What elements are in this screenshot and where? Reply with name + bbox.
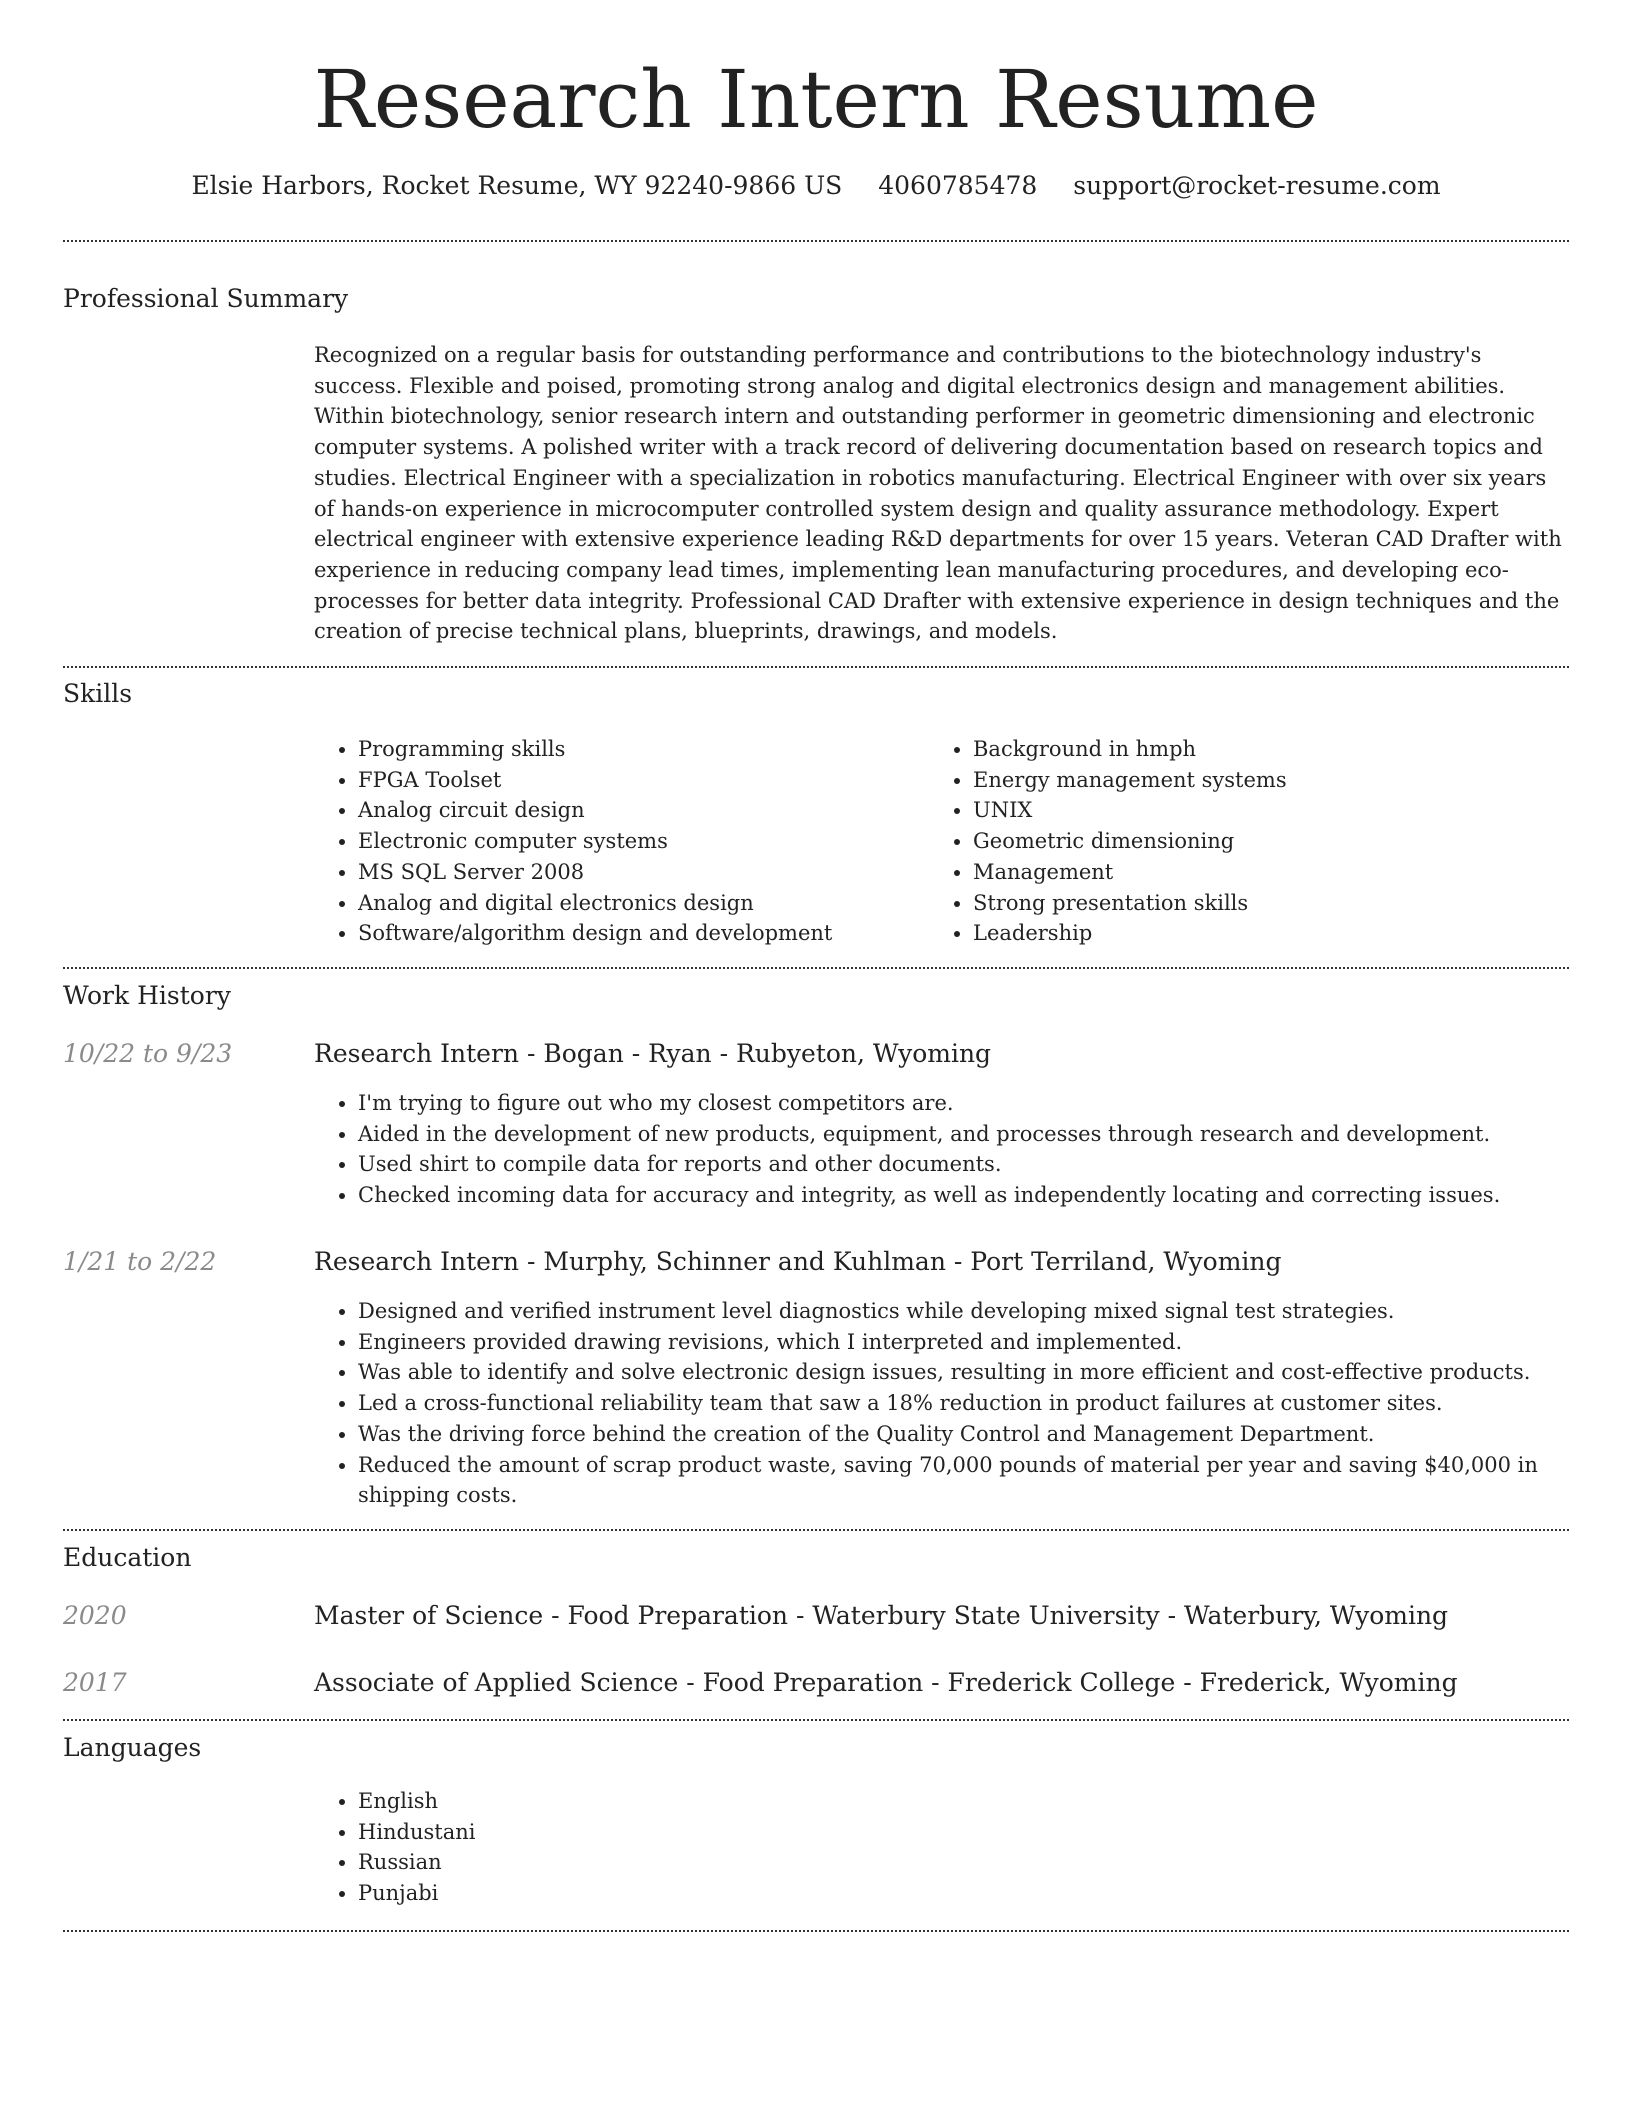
skill-item: • MS SQL Server 2008 bbox=[358, 857, 914, 888]
section-heading-work: Work History bbox=[63, 981, 231, 1010]
section-heading-skills: Skills bbox=[63, 679, 133, 708]
language-item: • Hindustani bbox=[358, 1817, 1569, 1848]
job-bullet: • Checked incoming data for accuracy and integrity, as well as independently locating and correcting issues. bbox=[358, 1180, 1569, 1211]
skill-item: • Management bbox=[973, 857, 1549, 888]
job-bullet: • Used shirt to compile data for reports and other documents. bbox=[358, 1149, 1569, 1180]
contact-address: Elsie Harbors, Rocket Resume, WY 92240-9866 US bbox=[191, 171, 843, 200]
job-bullet: • Was able to identify and solve electronic design issues, resulting in more efficient and cost-effective products. bbox=[358, 1357, 1569, 1388]
skill-item: • UNIX bbox=[973, 795, 1549, 826]
skill-item: • Background in hmph bbox=[973, 734, 1549, 765]
job-title: Research Intern - Murphy, Schinner and Kuhlman - Port Terriland, Wyoming bbox=[314, 1247, 1282, 1276]
skills-list-right bbox=[929, 734, 1549, 949]
section-heading-languages: Languages bbox=[63, 1733, 202, 1762]
job-bullet: • Designed and verified instrument level diagnostics while developing mixed signal test strategies. bbox=[358, 1296, 1569, 1327]
job-bullet: • Aided in the development of new products, equipment, and processes through research and development. bbox=[358, 1119, 1569, 1150]
education-year: 2020 bbox=[63, 1601, 127, 1630]
education-year: 2017 bbox=[63, 1668, 127, 1697]
divider bbox=[63, 1529, 1569, 1531]
languages-list bbox=[314, 1786, 1569, 1909]
job-bullets bbox=[314, 1296, 1569, 1511]
skills-column-right bbox=[929, 734, 1549, 949]
divider bbox=[63, 1930, 1569, 1932]
skill-item: • Analog circuit design bbox=[358, 795, 914, 826]
language-item: • Russian bbox=[358, 1847, 1569, 1878]
skill-item: • Energy management systems bbox=[973, 765, 1549, 796]
education-degree: Associate of Applied Science - Food Preparation - Frederick College - Frederick, Wyoming bbox=[314, 1668, 1458, 1697]
job-bullet: • Reduced the amount of scrap product waste, saving 70,000 pounds of material per year and saving $40,000 in shipping costs. bbox=[358, 1450, 1569, 1511]
skill-item: • Analog and digital electronics design bbox=[358, 888, 914, 919]
job-dates: 10/22 to 9/23 bbox=[63, 1039, 233, 1068]
divider bbox=[63, 666, 1569, 668]
skill-item: • Geometric dimensioning bbox=[973, 826, 1549, 857]
job-title: Research Intern - Bogan - Ryan - Rubyeton, Wyoming bbox=[314, 1039, 992, 1068]
divider bbox=[63, 240, 1569, 242]
language-item: • English bbox=[358, 1786, 1569, 1817]
skill-item: • Strong presentation skills bbox=[973, 888, 1549, 919]
job-bullet: • I'm trying to figure out who my closest competitors are. bbox=[358, 1088, 1569, 1119]
section-heading-summary: Professional Summary bbox=[63, 284, 349, 313]
contact-phone: 4060785478 bbox=[878, 171, 1038, 200]
job-bullet: • Engineers provided drawing revisions, which I interpreted and implemented. bbox=[358, 1327, 1569, 1358]
skill-item: • Electronic computer systems bbox=[358, 826, 914, 857]
divider bbox=[63, 967, 1569, 969]
job-dates: 1/21 to 2/22 bbox=[63, 1247, 217, 1276]
skill-item: • Software/algorithm design and development bbox=[358, 918, 914, 949]
job-bullets bbox=[314, 1088, 1569, 1211]
contact-line bbox=[0, 168, 1632, 204]
job-bullet: • Led a cross-functional reliability team that saw a 18% reduction in product failures at customer sites. bbox=[358, 1388, 1569, 1419]
section-heading-education: Education bbox=[63, 1543, 192, 1572]
resume-title: Research Intern Resume bbox=[313, 53, 1319, 146]
skill-item: • FPGA Toolset bbox=[358, 765, 914, 796]
language-item: • Punjabi bbox=[358, 1878, 1569, 1909]
contact-email: support@rocket-resume.com bbox=[1073, 171, 1441, 200]
job-bullet: • Was the driving force behind the creation of the Quality Control and Management Department. bbox=[358, 1419, 1569, 1450]
skills-column-left bbox=[314, 734, 914, 949]
education-degree: Master of Science - Food Preparation - Waterbury State University - Waterbury, Wyoming bbox=[314, 1601, 1449, 1630]
divider bbox=[63, 1719, 1569, 1721]
summary-text: Recognized on a regular basis for outstanding performance and contributions to the biotechnology industry's success. Flexible and poised, promoting strong analog and digital electronics design and management abilities. Within biotechnology, senior research intern and outstanding performer in geometric dimensioning and electronic computer systems. A polished writer with a track record of delivering documentation based on research topics and studies. Electrical Engineer with a specialization in robotics manufacturing. Electrical Engineer with over six years of hands-on experience in microcomputer controlled system design and quality assurance methodology. Expert electrical engineer with extensive experience leading R&D departments for over 15 years. Veteran CAD Drafter with experience in reducing company lead times, implementing lean manufacturing procedures, and developing eco-processes for better data integrity. Professional CAD Drafter with extensive experience in design techniques and the creation of precise technical plans, blueprints, drawings, and models. bbox=[314, 343, 1562, 644]
skill-item: • Programming skills bbox=[358, 734, 914, 765]
skill-item: • Leadership bbox=[973, 918, 1549, 949]
skills-list-left bbox=[314, 734, 914, 949]
